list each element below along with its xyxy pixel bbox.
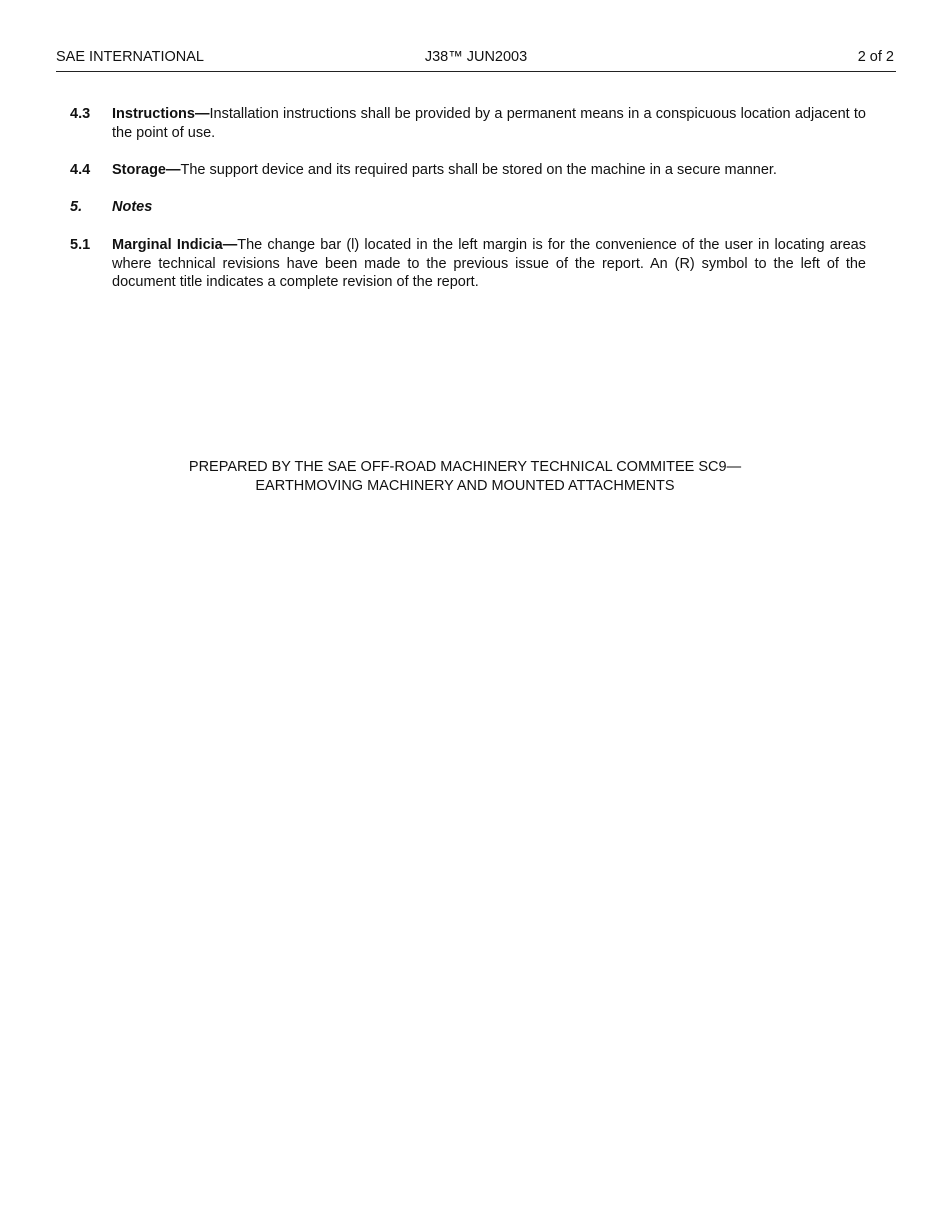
section-5-1-marginal-indicia [70, 236, 866, 292]
prepared-by-statement [0, 458, 930, 496]
section-number: 4.4 [70, 162, 91, 178]
header-document-id: J38™ JUN2003 [424, 49, 528, 65]
prepared-by-line-1: PREPARED BY THE SAE OFF-ROAD MACHINERY TECHNICAL COMMITEE SC9— [188, 459, 742, 475]
section-title: Notes [112, 199, 153, 215]
section-title: Marginal Indicia— [112, 237, 238, 253]
section-body [112, 161, 866, 180]
section-text: The support device and its required parts shall be stored on the machine in a secure manner. [180, 162, 777, 178]
header-organization: SAE INTERNATIONAL [56, 49, 204, 65]
section-body [112, 236, 866, 292]
section-number: 5. [70, 199, 83, 215]
section-number: 5.1 [70, 237, 91, 253]
section-body [112, 105, 866, 142]
section-text: The change bar (l) located in the left margin is for the convenience of the user in locating areas where technical revisions have been made to the previous issue of the report. An (R) symbol to the left of the document title indicates a complete revision of the report. [112, 237, 866, 290]
section-title: Storage— [112, 162, 181, 178]
prepared-by-line-2: EARTHMOVING MACHINERY AND MOUNTED ATTACHMENTS [255, 478, 675, 494]
section-title: Instructions— [112, 106, 210, 122]
section-5-notes-heading [70, 198, 866, 217]
page-header [56, 49, 896, 72]
section-4-4-storage [70, 161, 866, 180]
header-page-number: 2 of 2 [857, 49, 894, 65]
section-text: Installation instructions shall be provided by a permanent means in a conspicuous location adjacent to the point of use. [112, 106, 866, 141]
section-number: 4.3 [70, 106, 91, 122]
section-4-3-instructions [70, 105, 866, 142]
section-body [112, 198, 866, 217]
